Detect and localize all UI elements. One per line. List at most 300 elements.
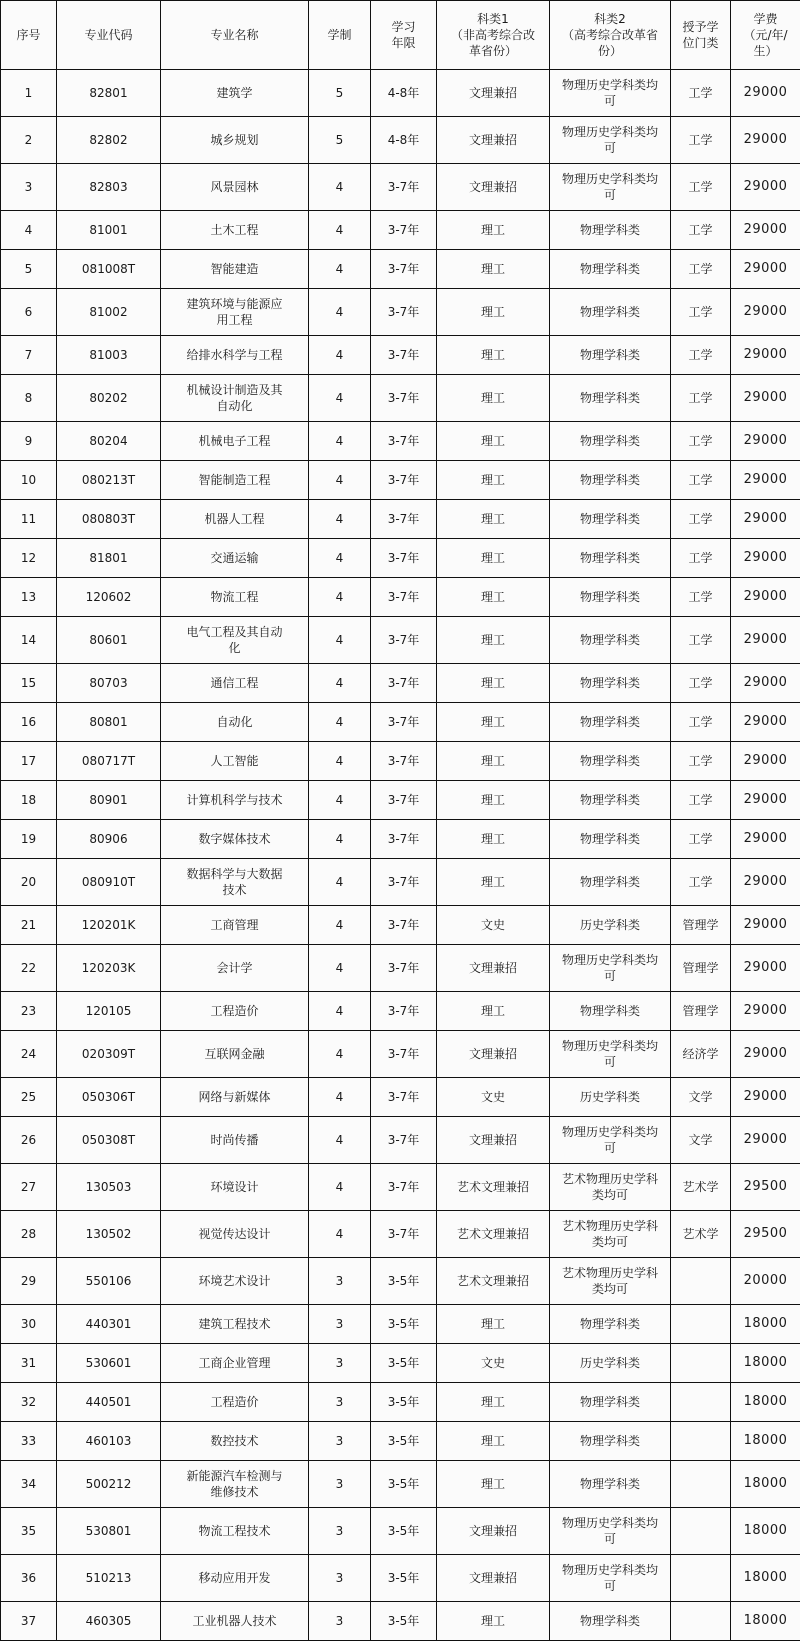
program-length-cell: 4 bbox=[309, 820, 371, 859]
degree-type-cell: 工学 bbox=[671, 117, 731, 164]
degree-type-cell: 艺术学 bbox=[671, 1211, 731, 1258]
table-row bbox=[1, 1555, 800, 1602]
tuition-fee-cell: 18000 bbox=[731, 1383, 800, 1422]
tuition-fee-cell: 29000 bbox=[731, 1031, 800, 1078]
category-2-cell: 物理学科类 bbox=[550, 859, 671, 906]
study-years-cell: 3-7年 bbox=[371, 742, 437, 781]
major-code-cell: 080910T bbox=[57, 859, 161, 906]
program-length-cell: 4 bbox=[309, 992, 371, 1031]
program-length-cell: 3 bbox=[309, 1508, 371, 1555]
header-cell-no: 序号 bbox=[1, 1, 57, 70]
tuition-fee-cell: 29000 bbox=[731, 422, 800, 461]
category-2-cell: 物理学科类 bbox=[550, 250, 671, 289]
major-name-cell: 给排水科学与工程 bbox=[161, 336, 309, 375]
study-years-cell: 3-7年 bbox=[371, 1078, 437, 1117]
category-2-cell: 历史学科类 bbox=[550, 906, 671, 945]
program-length-cell: 3 bbox=[309, 1305, 371, 1344]
table-row bbox=[1, 578, 800, 617]
table-row bbox=[1, 117, 800, 164]
table-row bbox=[1, 1461, 800, 1508]
degree-type-cell: 工学 bbox=[671, 250, 731, 289]
program-length-cell: 4 bbox=[309, 1031, 371, 1078]
major-code-cell: 080803T bbox=[57, 500, 161, 539]
major-code-cell: 130502 bbox=[57, 1211, 161, 1258]
major-name-cell: 物流工程技术 bbox=[161, 1508, 309, 1555]
category-1-cell: 文理兼招 bbox=[437, 1031, 550, 1078]
category-1-cell: 文理兼招 bbox=[437, 1117, 550, 1164]
major-name-cell: 工商管理 bbox=[161, 906, 309, 945]
table-row bbox=[1, 617, 800, 664]
major-name-cell: 自动化 bbox=[161, 703, 309, 742]
category-2-cell: 物理学科类 bbox=[550, 742, 671, 781]
major-code-cell: 020309T bbox=[57, 1031, 161, 1078]
program-length-cell: 4 bbox=[309, 781, 371, 820]
study-years-cell: 4-8年 bbox=[371, 117, 437, 164]
program-length-cell: 4 bbox=[309, 578, 371, 617]
major-code-cell: 050306T bbox=[57, 1078, 161, 1117]
table-row bbox=[1, 1602, 800, 1641]
row-number-cell: 24 bbox=[1, 1031, 57, 1078]
tuition-fee-cell: 29000 bbox=[731, 820, 800, 859]
major-name-cell: 互联网金融 bbox=[161, 1031, 309, 1078]
table-row bbox=[1, 1422, 800, 1461]
header-cell-name: 专业名称 bbox=[161, 1, 309, 70]
table-row bbox=[1, 461, 800, 500]
category-1-cell: 理工 bbox=[437, 1305, 550, 1344]
row-number-cell: 15 bbox=[1, 664, 57, 703]
program-length-cell: 4 bbox=[309, 164, 371, 211]
major-code-cell: 500212 bbox=[57, 1461, 161, 1508]
row-number-cell: 16 bbox=[1, 703, 57, 742]
row-number-cell: 31 bbox=[1, 1344, 57, 1383]
degree-type-cell bbox=[671, 1258, 731, 1305]
major-name-cell: 工程造价 bbox=[161, 1383, 309, 1422]
study-years-cell: 3-5年 bbox=[371, 1344, 437, 1383]
program-length-cell: 4 bbox=[309, 859, 371, 906]
degree-type-cell: 工学 bbox=[671, 375, 731, 422]
category-2-cell: 物理学科类 bbox=[550, 336, 671, 375]
major-code-cell: 460103 bbox=[57, 1422, 161, 1461]
table-row bbox=[1, 1258, 800, 1305]
program-length-cell: 4 bbox=[309, 336, 371, 375]
row-number-cell: 21 bbox=[1, 906, 57, 945]
study-years-cell: 3-7年 bbox=[371, 992, 437, 1031]
program-length-cell: 4 bbox=[309, 422, 371, 461]
program-length-cell: 4 bbox=[309, 703, 371, 742]
tuition-fee-cell: 29000 bbox=[731, 539, 800, 578]
tuition-fee-cell: 29000 bbox=[731, 461, 800, 500]
category-2-cell: 物理学科类 bbox=[550, 422, 671, 461]
tuition-fee-cell: 29000 bbox=[731, 664, 800, 703]
tuition-fee-cell: 29000 bbox=[731, 164, 800, 211]
category-1-cell: 理工 bbox=[437, 859, 550, 906]
major-code-cell: 82801 bbox=[57, 70, 161, 117]
tuition-fee-cell: 18000 bbox=[731, 1602, 800, 1641]
major-code-cell: 530801 bbox=[57, 1508, 161, 1555]
major-name-cell: 视觉传达设计 bbox=[161, 1211, 309, 1258]
category-1-cell: 理工 bbox=[437, 1602, 550, 1641]
row-number-cell: 23 bbox=[1, 992, 57, 1031]
header-cell-degree: 授予学 位门类 bbox=[671, 1, 731, 70]
major-code-cell: 510213 bbox=[57, 1555, 161, 1602]
degree-type-cell: 工学 bbox=[671, 578, 731, 617]
category-1-cell: 理工 bbox=[437, 617, 550, 664]
major-code-cell: 550106 bbox=[57, 1258, 161, 1305]
header-cell-code: 专业代码 bbox=[57, 1, 161, 70]
tuition-fee-cell: 18000 bbox=[731, 1422, 800, 1461]
degree-type-cell: 工学 bbox=[671, 289, 731, 336]
major-name-cell: 机械电子工程 bbox=[161, 422, 309, 461]
study-years-cell: 3-5年 bbox=[371, 1555, 437, 1602]
study-years-cell: 3-7年 bbox=[371, 250, 437, 289]
table-row bbox=[1, 1164, 800, 1211]
category-1-cell: 艺术文理兼招 bbox=[437, 1258, 550, 1305]
study-years-cell: 3-7年 bbox=[371, 820, 437, 859]
study-years-cell: 3-7年 bbox=[371, 375, 437, 422]
table-row bbox=[1, 1305, 800, 1344]
row-number-cell: 35 bbox=[1, 1508, 57, 1555]
category-2-cell: 物理历史学科类均 可 bbox=[550, 164, 671, 211]
table-row bbox=[1, 539, 800, 578]
study-years-cell: 3-7年 bbox=[371, 461, 437, 500]
row-number-cell: 4 bbox=[1, 211, 57, 250]
category-2-cell: 物理学科类 bbox=[550, 1602, 671, 1641]
category-1-cell: 文理兼招 bbox=[437, 164, 550, 211]
category-2-cell: 历史学科类 bbox=[550, 1078, 671, 1117]
row-number-cell: 1 bbox=[1, 70, 57, 117]
degree-type-cell: 工学 bbox=[671, 70, 731, 117]
tuition-fee-cell: 29500 bbox=[731, 1164, 800, 1211]
row-number-cell: 33 bbox=[1, 1422, 57, 1461]
tuition-fee-cell: 29000 bbox=[731, 500, 800, 539]
major-name-cell: 新能源汽车检测与 维修技术 bbox=[161, 1461, 309, 1508]
table-row bbox=[1, 742, 800, 781]
major-name-cell: 工商企业管理 bbox=[161, 1344, 309, 1383]
row-number-cell: 19 bbox=[1, 820, 57, 859]
row-number-cell: 5 bbox=[1, 250, 57, 289]
table-row bbox=[1, 781, 800, 820]
category-2-cell: 物理学科类 bbox=[550, 992, 671, 1031]
row-number-cell: 26 bbox=[1, 1117, 57, 1164]
major-name-cell: 环境艺术设计 bbox=[161, 1258, 309, 1305]
study-years-cell: 3-7年 bbox=[371, 1117, 437, 1164]
degree-type-cell: 文学 bbox=[671, 1078, 731, 1117]
program-length-cell: 4 bbox=[309, 461, 371, 500]
degree-type-cell: 管理学 bbox=[671, 906, 731, 945]
table-row bbox=[1, 289, 800, 336]
table-row bbox=[1, 1383, 800, 1422]
row-number-cell: 17 bbox=[1, 742, 57, 781]
degree-type-cell bbox=[671, 1383, 731, 1422]
tuition-fee-cell: 29000 bbox=[731, 375, 800, 422]
category-2-cell: 物理学科类 bbox=[550, 375, 671, 422]
program-length-cell: 4 bbox=[309, 375, 371, 422]
major-name-cell: 建筑环境与能源应 用工程 bbox=[161, 289, 309, 336]
major-name-cell: 工程造价 bbox=[161, 992, 309, 1031]
category-2-cell: 物理学科类 bbox=[550, 617, 671, 664]
category-1-cell: 理工 bbox=[437, 500, 550, 539]
major-name-cell: 城乡规划 bbox=[161, 117, 309, 164]
degree-type-cell bbox=[671, 1602, 731, 1641]
tuition-fee-cell: 29000 bbox=[731, 945, 800, 992]
category-2-cell: 物理学科类 bbox=[550, 664, 671, 703]
category-1-cell: 文理兼招 bbox=[437, 1555, 550, 1602]
program-length-cell: 4 bbox=[309, 289, 371, 336]
tuition-fee-cell: 29000 bbox=[731, 992, 800, 1031]
category-1-cell: 文理兼招 bbox=[437, 70, 550, 117]
program-length-cell: 5 bbox=[309, 117, 371, 164]
degree-type-cell: 工学 bbox=[671, 336, 731, 375]
category-1-cell: 理工 bbox=[437, 375, 550, 422]
header-cell-length: 学制 bbox=[309, 1, 371, 70]
degree-type-cell bbox=[671, 1555, 731, 1602]
tuition-fee-cell: 29000 bbox=[731, 742, 800, 781]
row-number-cell: 37 bbox=[1, 1602, 57, 1641]
row-number-cell: 13 bbox=[1, 578, 57, 617]
row-number-cell: 34 bbox=[1, 1461, 57, 1508]
category-2-cell: 物理学科类 bbox=[550, 289, 671, 336]
major-name-cell: 数控技术 bbox=[161, 1422, 309, 1461]
major-name-cell: 智能建造 bbox=[161, 250, 309, 289]
tuition-fee-cell: 29000 bbox=[731, 117, 800, 164]
major-name-cell: 机器人工程 bbox=[161, 500, 309, 539]
row-number-cell: 30 bbox=[1, 1305, 57, 1344]
category-1-cell: 文史 bbox=[437, 906, 550, 945]
study-years-cell: 3-7年 bbox=[371, 945, 437, 992]
category-1-cell: 理工 bbox=[437, 461, 550, 500]
program-length-cell: 4 bbox=[309, 539, 371, 578]
major-code-cell: 80906 bbox=[57, 820, 161, 859]
major-name-cell: 数字媒体技术 bbox=[161, 820, 309, 859]
program-length-cell: 4 bbox=[309, 617, 371, 664]
major-name-cell: 交通运输 bbox=[161, 539, 309, 578]
program-length-cell: 3 bbox=[309, 1422, 371, 1461]
category-2-cell: 物理历史学科类均 可 bbox=[550, 70, 671, 117]
program-length-cell: 4 bbox=[309, 211, 371, 250]
category-2-cell: 物理历史学科类均 可 bbox=[550, 945, 671, 992]
category-2-cell: 物理学科类 bbox=[550, 1422, 671, 1461]
row-number-cell: 25 bbox=[1, 1078, 57, 1117]
degree-type-cell: 工学 bbox=[671, 703, 731, 742]
major-name-cell: 风景园林 bbox=[161, 164, 309, 211]
major-name-cell: 机械设计制造及其 自动化 bbox=[161, 375, 309, 422]
table-row bbox=[1, 906, 800, 945]
degree-type-cell: 工学 bbox=[671, 820, 731, 859]
program-length-cell: 4 bbox=[309, 906, 371, 945]
major-name-cell: 网络与新媒体 bbox=[161, 1078, 309, 1117]
major-code-cell: 80601 bbox=[57, 617, 161, 664]
major-code-cell: 530601 bbox=[57, 1344, 161, 1383]
tuition-fee-cell: 18000 bbox=[731, 1461, 800, 1508]
category-2-cell: 物理学科类 bbox=[550, 1461, 671, 1508]
category-2-cell: 物理学科类 bbox=[550, 1383, 671, 1422]
category-2-cell: 物理历史学科类均 可 bbox=[550, 1031, 671, 1078]
tuition-fee-cell: 29000 bbox=[731, 906, 800, 945]
study-years-cell: 3-7年 bbox=[371, 1164, 437, 1211]
table-row bbox=[1, 664, 800, 703]
program-length-cell: 4 bbox=[309, 945, 371, 992]
tuition-fee-cell: 29000 bbox=[731, 250, 800, 289]
category-1-cell: 理工 bbox=[437, 742, 550, 781]
category-2-cell: 物理学科类 bbox=[550, 500, 671, 539]
study-years-cell: 3-5年 bbox=[371, 1383, 437, 1422]
category-1-cell: 艺术文理兼招 bbox=[437, 1211, 550, 1258]
degree-type-cell: 工学 bbox=[671, 422, 731, 461]
major-code-cell: 80703 bbox=[57, 664, 161, 703]
major-code-cell: 050308T bbox=[57, 1117, 161, 1164]
major-code-cell: 81001 bbox=[57, 211, 161, 250]
table-row bbox=[1, 1031, 800, 1078]
category-2-cell: 物理学科类 bbox=[550, 703, 671, 742]
row-number-cell: 6 bbox=[1, 289, 57, 336]
table-row bbox=[1, 859, 800, 906]
degree-type-cell bbox=[671, 1305, 731, 1344]
category-2-cell: 物理学科类 bbox=[550, 211, 671, 250]
table-body bbox=[1, 70, 800, 1641]
category-2-cell: 物理历史学科类均 可 bbox=[550, 1508, 671, 1555]
row-number-cell: 7 bbox=[1, 336, 57, 375]
header-cell-years: 学习 年限 bbox=[371, 1, 437, 70]
study-years-cell: 3-7年 bbox=[371, 859, 437, 906]
major-name-cell: 通信工程 bbox=[161, 664, 309, 703]
degree-type-cell: 管理学 bbox=[671, 992, 731, 1031]
degree-type-cell bbox=[671, 1461, 731, 1508]
category-1-cell: 理工 bbox=[437, 539, 550, 578]
table-row bbox=[1, 1078, 800, 1117]
program-length-cell: 4 bbox=[309, 1211, 371, 1258]
study-years-cell: 3-7年 bbox=[371, 164, 437, 211]
tuition-fee-cell: 29000 bbox=[731, 859, 800, 906]
category-1-cell: 理工 bbox=[437, 664, 550, 703]
category-2-cell: 物理学科类 bbox=[550, 1305, 671, 1344]
row-number-cell: 8 bbox=[1, 375, 57, 422]
study-years-cell: 3-7年 bbox=[371, 289, 437, 336]
row-number-cell: 11 bbox=[1, 500, 57, 539]
category-1-cell: 理工 bbox=[437, 250, 550, 289]
study-years-cell: 3-7年 bbox=[371, 539, 437, 578]
major-name-cell: 建筑学 bbox=[161, 70, 309, 117]
category-2-cell: 物理历史学科类均 可 bbox=[550, 1555, 671, 1602]
study-years-cell: 3-7年 bbox=[371, 1211, 437, 1258]
tuition-fee-cell: 18000 bbox=[731, 1508, 800, 1555]
major-code-cell: 440301 bbox=[57, 1305, 161, 1344]
study-years-cell: 3-7年 bbox=[371, 1031, 437, 1078]
table-row bbox=[1, 1344, 800, 1383]
study-years-cell: 3-7年 bbox=[371, 422, 437, 461]
program-length-cell: 3 bbox=[309, 1344, 371, 1383]
tuition-fee-cell: 29000 bbox=[731, 1078, 800, 1117]
study-years-cell: 3-5年 bbox=[371, 1508, 437, 1555]
table-row bbox=[1, 336, 800, 375]
study-years-cell: 4-8年 bbox=[371, 70, 437, 117]
major-code-cell: 81801 bbox=[57, 539, 161, 578]
table-row bbox=[1, 70, 800, 117]
category-2-cell: 物理学科类 bbox=[550, 539, 671, 578]
degree-type-cell: 管理学 bbox=[671, 945, 731, 992]
category-1-cell: 文理兼招 bbox=[437, 1508, 550, 1555]
tuition-fee-cell: 29000 bbox=[731, 211, 800, 250]
category-1-cell: 文史 bbox=[437, 1344, 550, 1383]
program-length-cell: 4 bbox=[309, 1117, 371, 1164]
row-number-cell: 18 bbox=[1, 781, 57, 820]
program-length-cell: 3 bbox=[309, 1461, 371, 1508]
header-cell-fee: 学费 （元/年/ 生） bbox=[731, 1, 800, 70]
major-name-cell: 物流工程 bbox=[161, 578, 309, 617]
tuition-fee-cell: 29000 bbox=[731, 70, 800, 117]
program-length-cell: 3 bbox=[309, 1602, 371, 1641]
header-cell-category1: 科类1 （非高考综合改 革省份） bbox=[437, 1, 550, 70]
degree-type-cell bbox=[671, 1344, 731, 1383]
degree-type-cell: 工学 bbox=[671, 742, 731, 781]
major-code-cell: 080717T bbox=[57, 742, 161, 781]
category-2-cell: 物理学科类 bbox=[550, 461, 671, 500]
major-code-cell: 130503 bbox=[57, 1164, 161, 1211]
program-length-cell: 4 bbox=[309, 500, 371, 539]
major-code-cell: 460305 bbox=[57, 1602, 161, 1641]
degree-type-cell: 工学 bbox=[671, 539, 731, 578]
category-1-cell: 理工 bbox=[437, 289, 550, 336]
program-length-cell: 3 bbox=[309, 1383, 371, 1422]
major-name-cell: 时尚传播 bbox=[161, 1117, 309, 1164]
table-row bbox=[1, 992, 800, 1031]
category-2-cell: 艺术物理历史学科 类均可 bbox=[550, 1211, 671, 1258]
tuition-fee-cell: 29500 bbox=[731, 1211, 800, 1258]
study-years-cell: 3-7年 bbox=[371, 906, 437, 945]
tuition-fee-cell: 29000 bbox=[731, 617, 800, 664]
major-code-cell: 080213T bbox=[57, 461, 161, 500]
major-name-cell: 电气工程及其自动 化 bbox=[161, 617, 309, 664]
degree-type-cell: 工学 bbox=[671, 164, 731, 211]
program-length-cell: 4 bbox=[309, 664, 371, 703]
table-row bbox=[1, 422, 800, 461]
category-1-cell: 理工 bbox=[437, 1422, 550, 1461]
row-number-cell: 20 bbox=[1, 859, 57, 906]
category-1-cell: 理工 bbox=[437, 1461, 550, 1508]
major-name-cell: 土木工程 bbox=[161, 211, 309, 250]
header-row bbox=[1, 1, 800, 70]
category-1-cell: 文理兼招 bbox=[437, 117, 550, 164]
study-years-cell: 3-7年 bbox=[371, 500, 437, 539]
major-name-cell: 智能制造工程 bbox=[161, 461, 309, 500]
tuition-fee-cell: 29000 bbox=[731, 703, 800, 742]
row-number-cell: 14 bbox=[1, 617, 57, 664]
major-code-cell: 81002 bbox=[57, 289, 161, 336]
category-2-cell: 物理历史学科类均 可 bbox=[550, 1117, 671, 1164]
major-code-cell: 120105 bbox=[57, 992, 161, 1031]
degree-type-cell: 经济学 bbox=[671, 1031, 731, 1078]
table-row bbox=[1, 375, 800, 422]
category-2-cell: 物理学科类 bbox=[550, 820, 671, 859]
category-1-cell: 理工 bbox=[437, 703, 550, 742]
study-years-cell: 3-7年 bbox=[371, 781, 437, 820]
row-number-cell: 32 bbox=[1, 1383, 57, 1422]
row-number-cell: 29 bbox=[1, 1258, 57, 1305]
category-1-cell: 理工 bbox=[437, 1383, 550, 1422]
major-name-cell: 数据科学与大数据 技术 bbox=[161, 859, 309, 906]
major-code-cell: 80204 bbox=[57, 422, 161, 461]
row-number-cell: 12 bbox=[1, 539, 57, 578]
category-1-cell: 理工 bbox=[437, 211, 550, 250]
major-name-cell: 计算机科学与技术 bbox=[161, 781, 309, 820]
major-code-cell: 120201K bbox=[57, 906, 161, 945]
category-2-cell: 物理学科类 bbox=[550, 578, 671, 617]
study-years-cell: 3-7年 bbox=[371, 578, 437, 617]
degree-type-cell bbox=[671, 1422, 731, 1461]
degree-type-cell: 工学 bbox=[671, 781, 731, 820]
major-name-cell: 工业机器人技术 bbox=[161, 1602, 309, 1641]
table-row bbox=[1, 820, 800, 859]
category-1-cell: 理工 bbox=[437, 820, 550, 859]
